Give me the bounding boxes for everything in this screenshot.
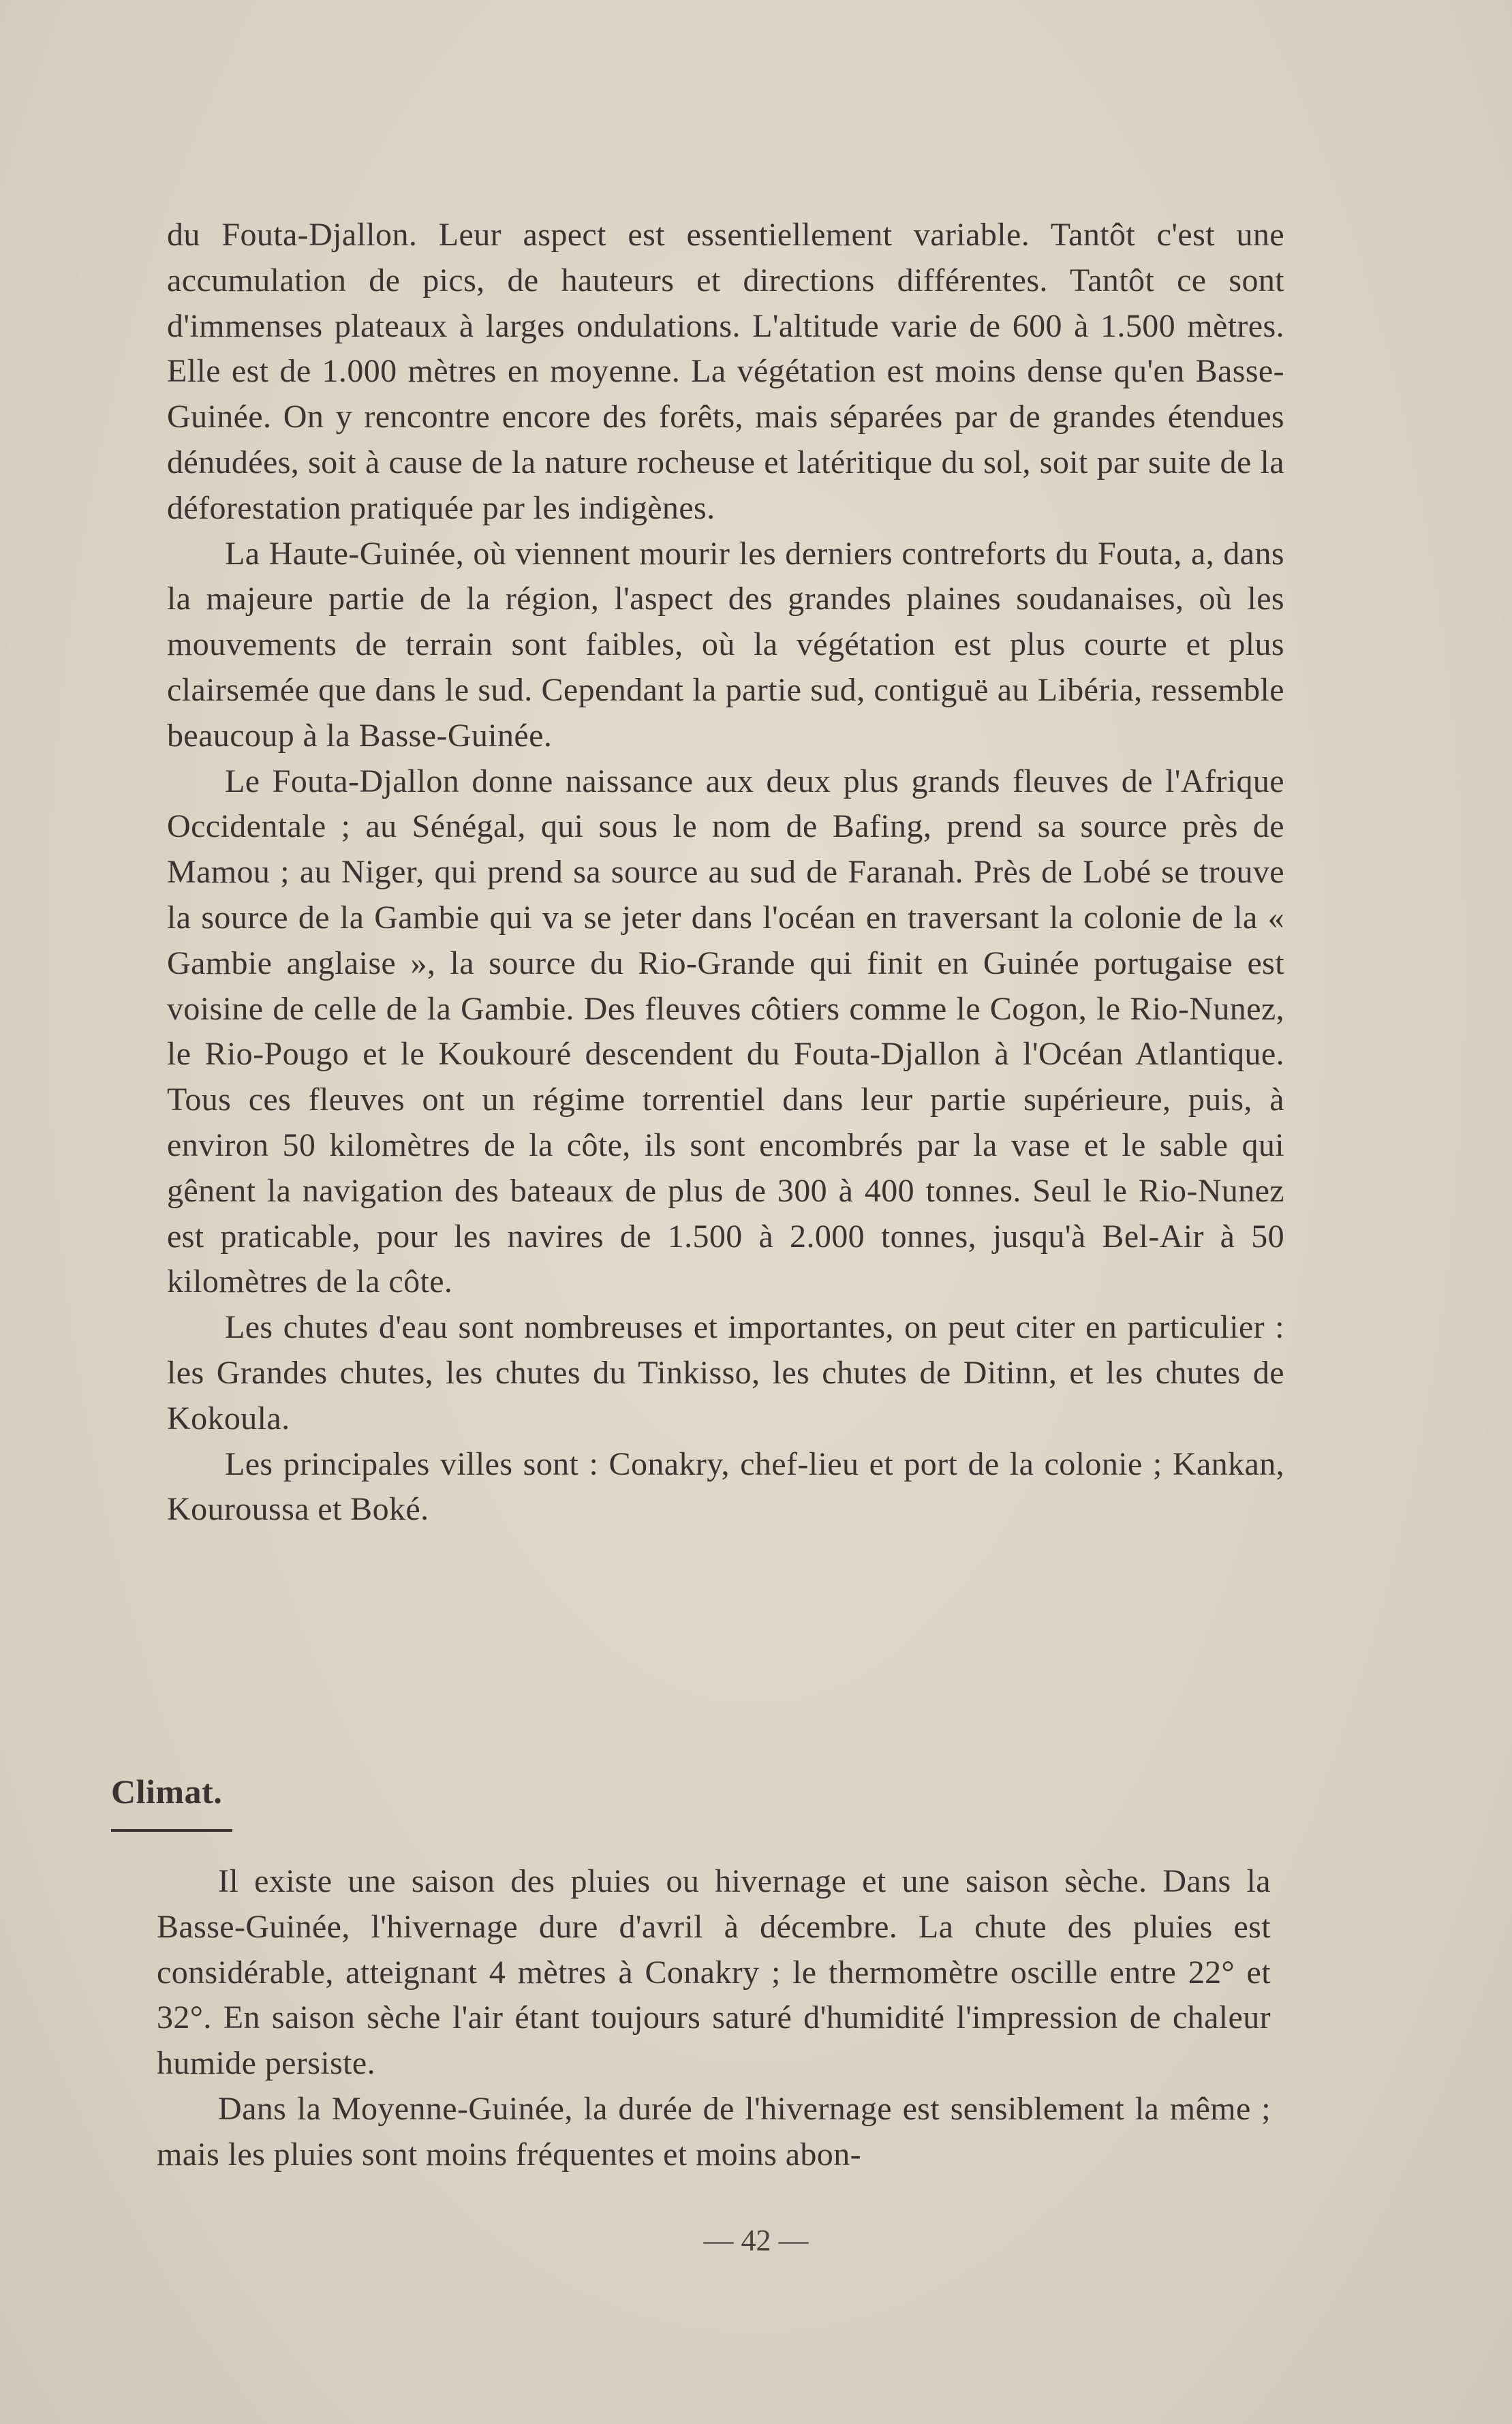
paragraph-saisons: Il existe une saison des pluies ou hivernage et une saison sèche. Dans la Basse-Guinée, l'hivernage dure d'avril à décembre. La chute des pluies est considérable, atteignant 4 mètres à Conakry ; le thermomètre oscille entre 22° et 32°. En saison sèche l'air étant toujours saturé d'humidité l'impression de chaleur humide persiste. <box>157 1863 1271 2082</box>
paragraph-haute-guinee: La Haute-Guinée, où viennent mourir les derniers contreforts du Fouta, a, dans la majeure partie de la région, l'aspect des grandes plaines soudanaises, où les mouvements de terrain sont faibles, où la végétation est plus courte et plus clairsemée que dans le sud. Cependant la partie sud, contiguë au Libéria, ressemble beaucoup à la Basse-Guinée. <box>167 535 1284 754</box>
paragraph-fouta-relief: du Fouta-Djallon. Leur aspect est essentiellement variable. Tantôt c'est une accumulation de pics, de hauteurs et directions différentes. Tantôt ce sont d'immenses plateaux à larges ondulations. L'altitude varie de 600 à 1.500 mètres. Elle est de 1.000 mètres en moyenne. La végétation est moins dense qu'en Basse-Guinée. On y rencontre encore des forêts, mais séparées par de grandes étendues dénudées, soit à cause de la nature rocheuse et latéritique du sol, soit par suite de la déforestation pratiquée par les indigènes. <box>167 217 1284 526</box>
paragraph-fleuves: Le Fouta-Djallon donne naissance aux deux plus grands fleuves de l'Afrique Occidentale ; au Sénégal, qui sous le nom de Bafing, prend sa source près de Mamou ; au Niger, qui prend sa source au sud de Faranah. Près de Lobé se trouve la source de la Gambie qui va se jeter dans l'océan en traversant la colonie de la « Gambie anglaise », la source du Rio-Grande qui finit en Guinée portugaise est voisine de celle de la Gambie. Des fleuves côtiers comme le Cogon, le Rio-Nunez, le Rio-Pougo et le Koukouré descendent du Fouta-Djallon à l'Océan Atlantique. Tous ces fleuves ont un régime torrentiel dans leur partie supérieure, puis, à environ 50 kilomètres de la côte, ils sont encombrés par la vase et le sable qui gênent la navigation des bateaux de plus de 300 à 400 tonnes. Seul le Rio-Nunez est praticable, pour les navires de 1.500 à 2.000 tonnes, jusqu'à Bel-Air à 50 kilomètres de la côte. <box>167 763 1284 1300</box>
paragraph-moyenne-guinee: Dans la Moyenne-Guinée, la durée de l'hivernage est sensiblement la même ; mais les pluies sont moins fréquentes et moins abon- <box>157 2090 1271 2173</box>
section-heading-climat: Climat. <box>111 1773 223 1811</box>
paragraph-chutes: Les chutes d'eau sont nombreuses et importantes, on peut citer en particulier : les Grandes chutes, les chutes du Tinkisso, les chutes de Ditinn, et les chutes de Kokoula. <box>167 1309 1284 1437</box>
climat-text-block <box>157 1859 1271 2178</box>
heading-underline <box>111 1829 232 1832</box>
main-text-block <box>167 213 1284 1533</box>
page-number: — 42 — <box>703 2224 809 2257</box>
paragraph-villes: Les principales villes sont : Conakry, chef-lieu et port de la colonie ; Kankan, Kouroussa et Boké. <box>167 1445 1284 1528</box>
